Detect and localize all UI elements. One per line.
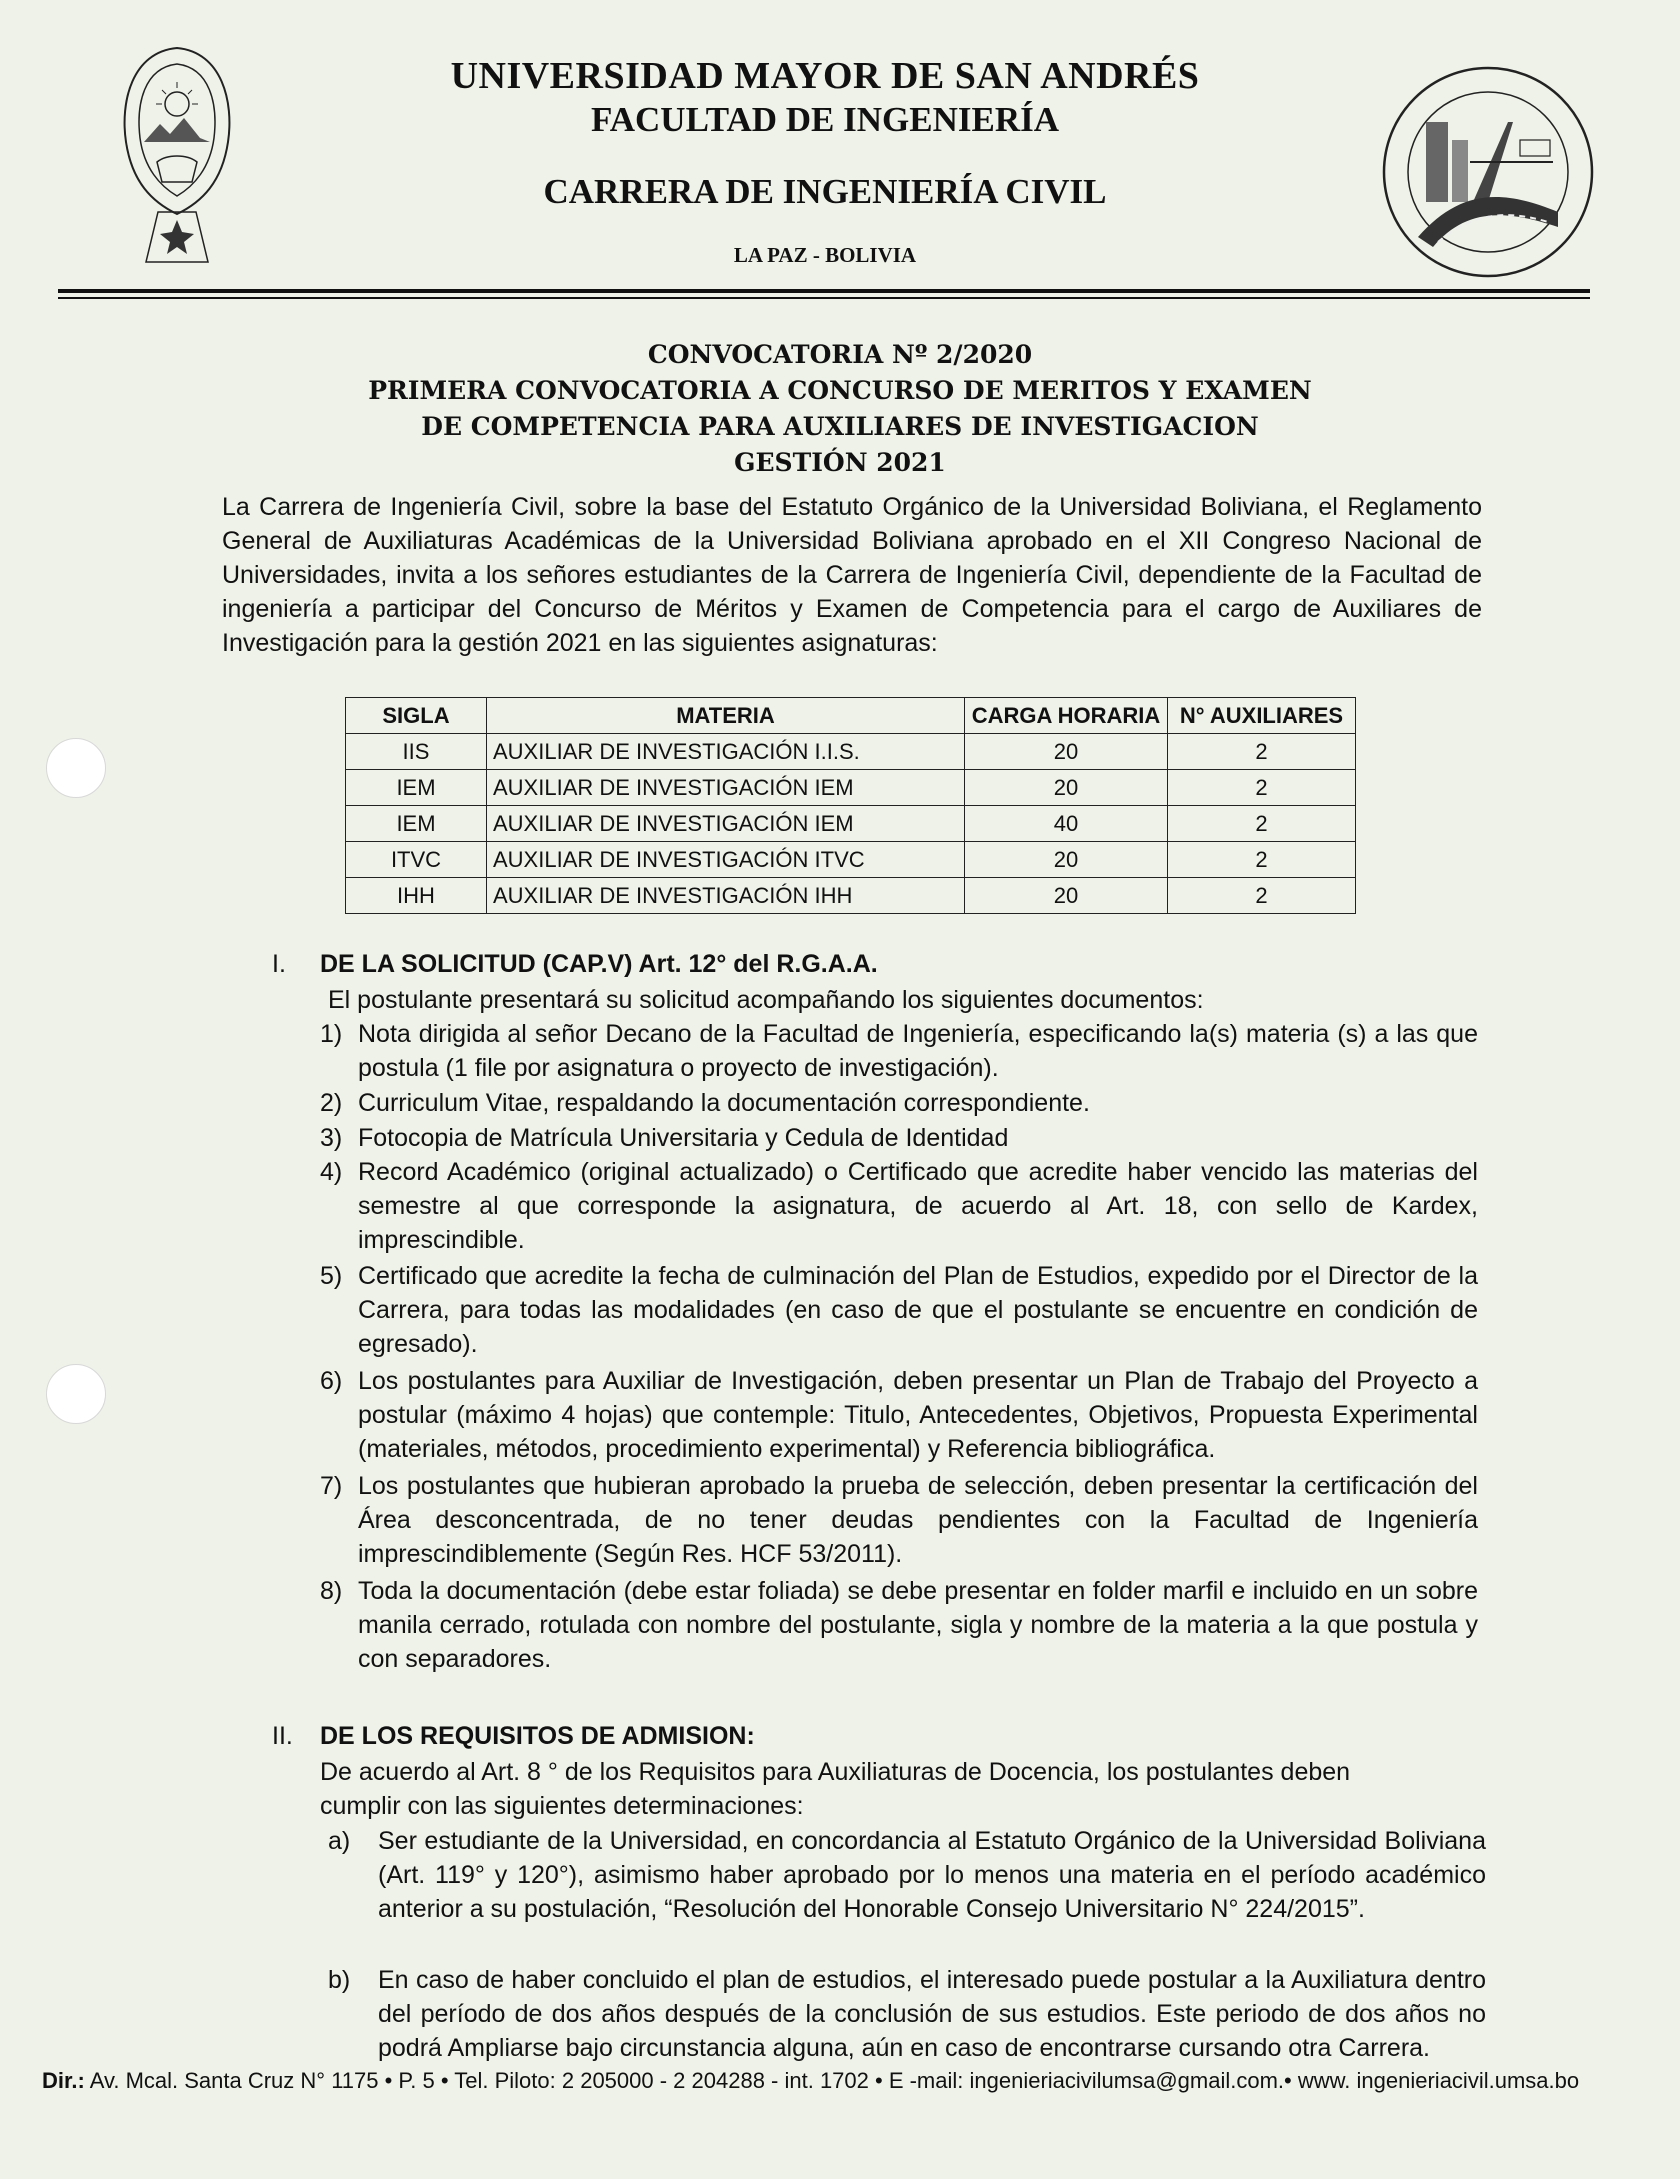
subjects-table (345, 697, 1356, 914)
cell-sigla: IIS (346, 734, 487, 770)
cell-auxiliares: 2 (1168, 734, 1356, 770)
cell-auxiliares: 2 (1168, 878, 1356, 914)
cell-carga: 20 (965, 734, 1168, 770)
footer-label: Dir.: (42, 2068, 85, 2093)
call-year: GESTIÓN 2021 (734, 448, 946, 477)
item-text: En caso de haber concluido el plan de estudios, el interesado puede postular a la Auxiliatura dentro del período de dos años después de la conclusión de sus estudios. Este periodo de dos años no podrá Ampliarse bajo circunstancia alguna, aún en caso de encontrarse cursando otra Carrera. (378, 1966, 1486, 2062)
table-row (346, 806, 1356, 842)
cell-materia: AUXILIAR DE INVESTIGACIÓN IHH (487, 878, 965, 914)
section-2-number: II. (272, 1722, 293, 1750)
item-number: 3) (320, 1124, 343, 1152)
header-rule-thick (58, 289, 1590, 293)
item-text: Los postulantes que hubieran aprobado la prueba de selección, deben presentar la certificación del Área desconcentrada, de no tener deudas pendientes con la Facultad de Ingeniería imprescindiblemente (Según Res. HCF 53/2011). (358, 1472, 1478, 1568)
section-2-heading: DE LOS REQUISITOS DE ADMISION: (320, 1722, 755, 1750)
career-name: CARRERA DE INGENIERÍA CIVIL (543, 172, 1107, 211)
list-item (320, 1259, 1490, 1361)
item-text: Ser estudiante de la Universidad, en concordancia al Estatuto Orgánico de la Universidad Boliviana (Art. 119° y 120°), asimismo haber aprobado por lo menos una materia en el período académico anterior a su postulación, “Resolución del Honorable Consejo Universitario N° 224/2015”. (378, 1827, 1486, 1923)
list-item (320, 1086, 1490, 1120)
item-text: Record Académico (original actualizado) o Certificado que acredite haber vencido las materias del semestre al que corresponde la asignatura, de acuerdo al Art. 18, con sello de Kardex, imprescindible. (358, 1158, 1478, 1254)
section-1-number: I. (272, 950, 286, 978)
intro-paragraph: La Carrera de Ingeniería Civil, sobre la base del Estatuto Orgánico de la Universidad Boliviana, el Reglamento General de Auxiliaturas Académicas de la Universidad Boliviana aprobado en el XII Congreso Nacional de Universidades, invita a los señores estudiantes de la Carrera de Ingeniería Civil, dependiente de la Facultad de ingeniería a participar del Concurso de Méritos y Examen de Competencia para el cargo de Auxiliares de Investigación para la gestión 2021 en las siguientes asignaturas: (222, 493, 1482, 657)
cell-sigla: ITVC (346, 842, 487, 878)
item-number: 5) (320, 1262, 343, 1290)
table-row (346, 842, 1356, 878)
cell-materia: AUXILIAR DE INVESTIGACIÓN IEM (487, 770, 965, 806)
cell-materia: AUXILIAR DE INVESTIGACIÓN IEM (487, 806, 965, 842)
cell-auxiliares: 2 (1168, 842, 1356, 878)
table-row (346, 734, 1356, 770)
list-item (320, 1017, 1490, 1085)
cell-carga: 20 (965, 842, 1168, 878)
cell-carga: 40 (965, 806, 1168, 842)
cell-materia: AUXILIAR DE INVESTIGACIÓN I.I.S. (487, 734, 965, 770)
col-materia: MATERIA (487, 698, 965, 734)
call-title-line-2: DE COMPETENCIA PARA AUXILIARES DE INVESTIGACION (421, 412, 1259, 441)
item-number: 7) (320, 1472, 343, 1500)
section-2-lead: De acuerdo al Art. 8 ° de los Requisitos para Auxiliaturas de Docencia, los postulantes deben cumplir con las siguientes determinaciones: (320, 1758, 1351, 1820)
item-number: 2) (320, 1089, 343, 1117)
city-line: LA PAZ - BOLIVIA (733, 243, 917, 267)
punch-hole-top (46, 738, 106, 798)
university-name: UNIVERSIDAD MAYOR DE SAN ANDRÉS (450, 55, 1200, 97)
footer-text: Av. Mcal. Santa Cruz N° 1175 • P. 5 • Tel. Piloto: 2 205000 - 2 204288 - int. 1702 • E -mail: ingenieriacivilumsa@gmail.com.• www. ingenieriacivil.umsa.bo (84, 2068, 1580, 2093)
cell-materia: AUXILIAR DE INVESTIGACIÓN ITVC (487, 842, 965, 878)
item-text: Certificado que acredite la fecha de culminación del Plan de Estudios, expedido por el Director de la Carrera, para todas las modalidades (en caso de que el postulante se encuentre en condición de egresado). (358, 1262, 1478, 1358)
item-text: Toda la documentación (debe estar foliada) se debe presentar en folder marfil e incluido en un sobre manila cerrado, rotulada con nombre del postulante, sigla y nombre de la materia a la que postula y con separadores. (358, 1577, 1478, 1673)
cell-sigla: IHH (346, 878, 487, 914)
section-1-lead: El postulante presentará su solicitud acompañando los siguientes documentos: (328, 986, 1204, 1014)
header-rule-thin (58, 297, 1590, 299)
list-item (328, 1824, 1488, 1960)
cell-auxiliares: 2 (1168, 806, 1356, 842)
footer-contact (42, 2068, 1579, 2094)
item-letter: a) (328, 1827, 351, 1855)
item-number: 6) (320, 1367, 343, 1395)
table-row (346, 770, 1356, 806)
item-number: 4) (320, 1158, 343, 1186)
cell-auxiliares: 2 (1168, 770, 1356, 806)
item-text: Nota dirigida al señor Decano de la Facultad de Ingeniería, especificando la(s) materia (s) a las que postula (1 file por asignatura o proyecto de investigación). (358, 1020, 1478, 1082)
item-number: 8) (320, 1577, 343, 1605)
item-text: Los postulantes para Auxiliar de Investigación, deben presentar un Plan de Trabajo del Proyecto a postular (máximo 4 hojas) que contemple: Titulo, Antecedentes, Objetivos, Propuesta Experimental (materiales, métodos, procedimiento experimental) y Referencia bibliográfica. (358, 1367, 1478, 1463)
list-item (320, 1121, 1490, 1155)
list-item (320, 1364, 1490, 1466)
item-text: Fotocopia de Matrícula Universitaria y Cedula de Identidad (358, 1124, 1009, 1152)
punch-hole-bottom (46, 1364, 106, 1424)
list-item (320, 1469, 1490, 1571)
cell-sigla: IEM (346, 806, 487, 842)
item-number: 1) (320, 1020, 343, 1048)
list-item (320, 1155, 1490, 1257)
cell-carga: 20 (965, 878, 1168, 914)
section-1-heading: DE LA SOLICITUD (CAP.V) Art. 12° del R.G.A.A. (320, 950, 878, 978)
table-header-row (346, 698, 1356, 734)
faculty-name: FACULTAD DE INGENIERÍA (590, 100, 1060, 139)
table-row (346, 878, 1356, 914)
item-letter: b) (328, 1966, 351, 1994)
call-number: CONVOCATORIA Nº 2/2020 (647, 340, 1033, 369)
call-title-line-1: PRIMERA CONVOCATORIA A CONCURSO DE MERITOS Y EXAMEN (368, 376, 1312, 405)
col-num-auxiliares: N° AUXILIARES (1168, 698, 1356, 734)
col-carga-horaria: CARGA HORARIA (965, 698, 1168, 734)
cell-sigla: IEM (346, 770, 487, 806)
item-text: Curriculum Vitae, respaldando la documentación correspondiente. (358, 1089, 1090, 1117)
col-sigla: SIGLA (346, 698, 487, 734)
cell-carga: 20 (965, 770, 1168, 806)
list-item (320, 1574, 1490, 1676)
